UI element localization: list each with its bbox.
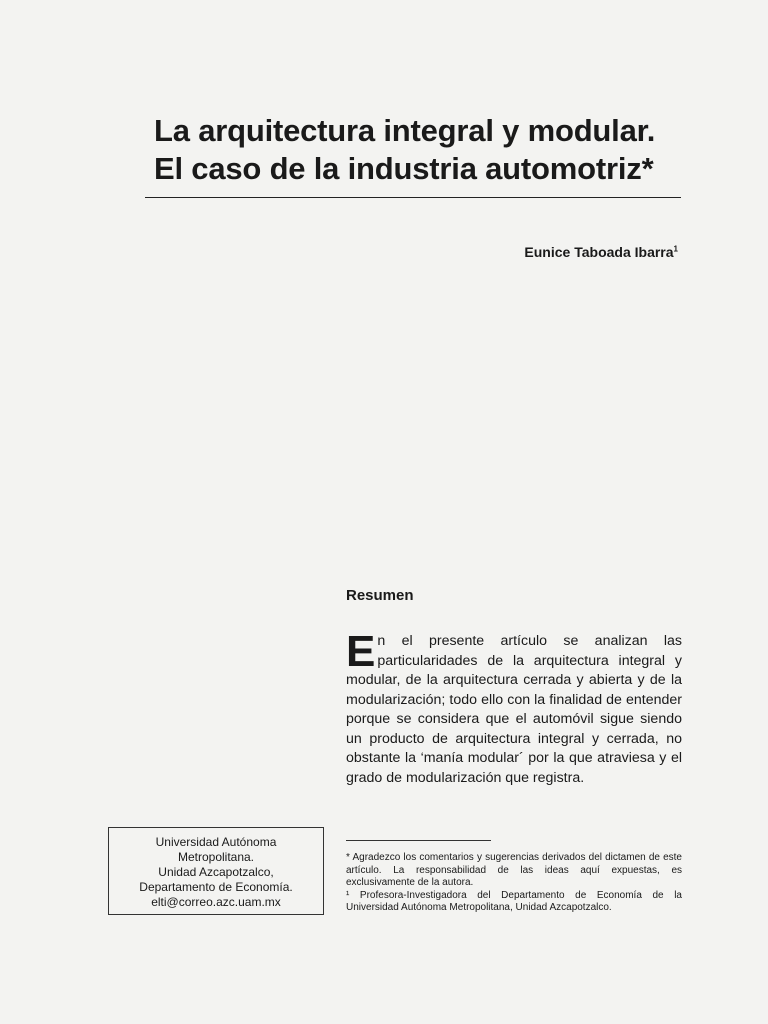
title-line-2: El caso de la industria automotriz* bbox=[154, 151, 654, 186]
footnote-1: * Agradezco los comentarios y sugerencias derivados del dictamen de este artículo. La responsabilidad de las ideas aquí expuestas, es exclusivamente de la autora. bbox=[346, 852, 682, 888]
affiliation-email: elti@correo.azc.uam.mx bbox=[151, 895, 281, 909]
title-divider bbox=[145, 197, 681, 198]
author-line bbox=[524, 244, 678, 260]
author-name: Eunice Taboada Ibarra bbox=[524, 244, 674, 260]
footnote-divider bbox=[346, 840, 491, 841]
abstract-heading: Resumen bbox=[346, 587, 414, 604]
article-title bbox=[154, 112, 714, 188]
affiliation-line-2: Metropolitana. bbox=[177, 850, 255, 864]
affiliation-line-1: Universidad Autónoma bbox=[155, 835, 277, 849]
footnote-2: ¹ Profesora-Investigadora del Departamento de Economía de la Universidad Autónoma Metropolitana, Unidad Azcapotzalco. bbox=[346, 889, 682, 913]
footnotes bbox=[346, 852, 682, 915]
affiliation-line-3: Unidad Azcapotzalco, bbox=[158, 865, 274, 879]
title-line-1: La arquitectura integral y modular. bbox=[154, 113, 656, 148]
affiliation-line-4: Departamento de Economía. bbox=[139, 880, 293, 894]
abstract-text: n el presente artículo se analizan las particularidades de la arquitectura integral y modular, de la arquitectura cerrada y abierta y de la modularización; todo ello con la finalidad de entender porque se considera que el automóvil sigue siendo un producto de arquitectura integral y cerrada, no obstante la ‘manía modular´ por la que atraviesa y el grado de modularización que registra. bbox=[346, 633, 682, 786]
affiliation-box bbox=[108, 827, 324, 915]
abstract-dropcap: E bbox=[346, 627, 376, 676]
abstract-body bbox=[346, 627, 682, 788]
author-note-mark: 1 bbox=[673, 244, 678, 254]
